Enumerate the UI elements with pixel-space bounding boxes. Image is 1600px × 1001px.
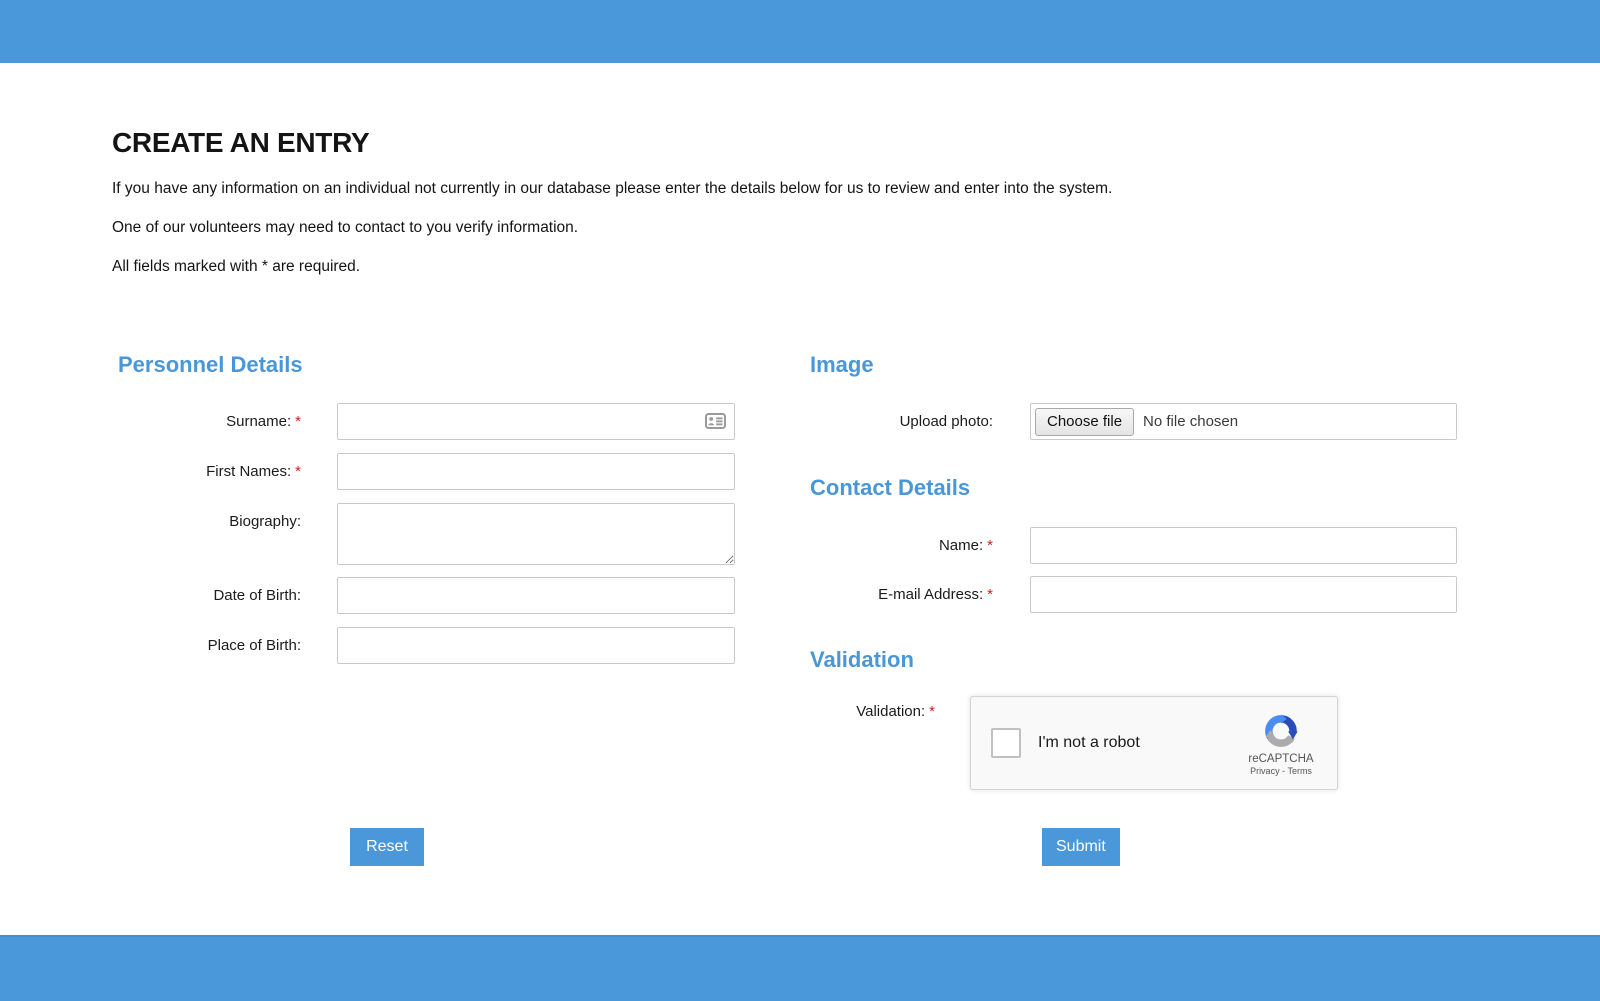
submit-button[interactable]: Submit [1042, 828, 1120, 866]
surname-input-wrap [337, 403, 735, 440]
image-section [810, 352, 1460, 440]
intro-line-3: All fields marked with * are required. [112, 258, 361, 275]
page-title: CREATE AN ENTRY [112, 127, 370, 158]
place-of-birth-label: Place of Birth: [207, 637, 301, 654]
email-label [810, 576, 993, 603]
recaptcha-links-separator: - [1282, 765, 1286, 776]
name-label-text: Name: [938, 537, 984, 554]
email-row [810, 576, 1460, 613]
reset-button[interactable]: Reset [350, 828, 424, 866]
required-asterisk: * [295, 463, 301, 480]
form-buttons-row [112, 828, 1600, 866]
validation-heading: Validation [810, 647, 914, 672]
upload-photo-label: Upload photo: [899, 413, 993, 430]
required-asterisk: * [929, 703, 935, 720]
upload-photo-row [810, 403, 1460, 440]
name-input[interactable] [1030, 527, 1457, 564]
recaptcha-brand-text: reCAPTCHA [1248, 752, 1314, 765]
recaptcha-label: I'm not a robot [1038, 734, 1140, 751]
recaptcha-logo-icon [1261, 711, 1301, 751]
choose-file-button[interactable]: Choose file [1035, 408, 1134, 436]
contact-card-autofill-icon[interactable] [705, 413, 726, 429]
date-of-birth-input[interactable] [337, 577, 735, 614]
email-label-text: E-mail Address: [878, 586, 984, 603]
first-names-label [118, 453, 301, 480]
date-of-birth-label: Date of Birth: [213, 587, 301, 604]
date-of-birth-row [118, 577, 735, 614]
required-asterisk: * [987, 586, 993, 603]
recaptcha-links [1237, 766, 1325, 776]
upload-photo-file-input[interactable] [1030, 403, 1457, 440]
surname-label-text: Surname: [226, 413, 292, 430]
validation-section [810, 647, 1460, 790]
intro-line-1: If you have any information on an individual not currently in our database please enter the details below for us to review and enter into the system. [112, 180, 1113, 197]
first-names-label-text: First Names: [206, 463, 292, 480]
name-label [810, 527, 993, 554]
submit-button-cell [810, 828, 1460, 866]
contact-details-heading: Contact Details [810, 475, 971, 500]
form-columns [112, 352, 1600, 803]
surname-row [118, 403, 735, 440]
bottom-footer-bar [0, 935, 1600, 1001]
validation-label-text: Validation: [856, 703, 926, 720]
validation-row [810, 696, 1460, 790]
recaptcha-checkbox[interactable] [991, 728, 1021, 758]
email-input[interactable] [1030, 576, 1457, 613]
validation-label [810, 696, 935, 720]
first-names-input[interactable] [337, 453, 735, 490]
recaptcha-terms-link[interactable]: Terms [1287, 765, 1312, 776]
intro-line-2: One of our volunteers may need to contact to you verify information. [112, 219, 579, 236]
place-of-birth-row [118, 627, 735, 664]
biography-label: Biography: [229, 513, 301, 530]
biography-row [118, 503, 735, 565]
contact-details-section [810, 475, 1460, 613]
no-file-chosen-text: No file chosen [1143, 413, 1239, 430]
reset-button-cell [118, 828, 735, 866]
personnel-details-heading: Personnel Details [118, 352, 303, 377]
name-row [810, 527, 1460, 564]
recaptcha-branding [1237, 711, 1325, 776]
main-content [0, 127, 1600, 866]
surname-label [118, 403, 301, 430]
surname-input[interactable] [337, 403, 735, 440]
required-asterisk: * [295, 413, 301, 430]
personnel-details-section [118, 352, 735, 803]
recaptcha-privacy-link[interactable]: Privacy [1250, 765, 1280, 776]
first-names-row [118, 453, 735, 490]
image-heading: Image [810, 352, 874, 377]
required-asterisk: * [987, 537, 993, 554]
recaptcha-widget [970, 696, 1338, 790]
right-column [810, 352, 1460, 803]
top-header-bar [0, 0, 1600, 63]
place-of-birth-input[interactable] [337, 627, 735, 664]
biography-textarea[interactable] [337, 503, 735, 565]
